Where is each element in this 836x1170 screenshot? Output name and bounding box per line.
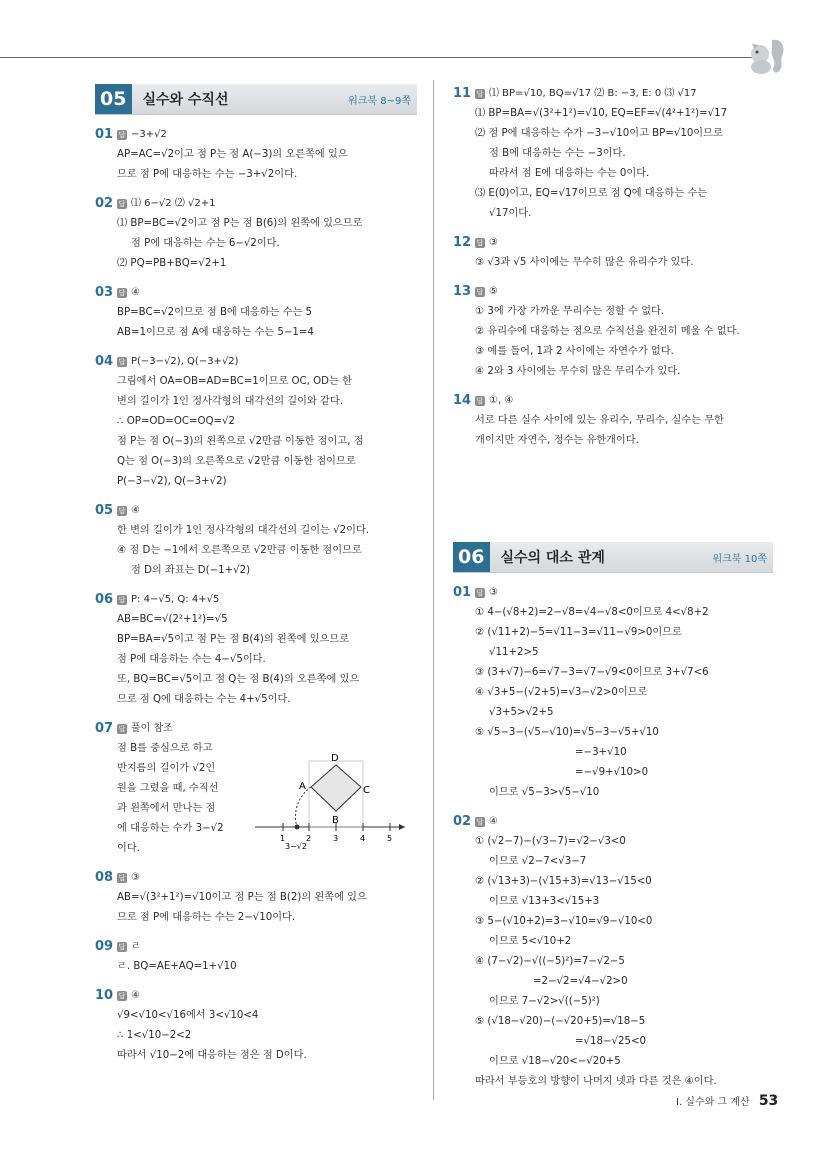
solution-line: AB=√(3²+1²)=√10이고 점 P는 점 B(2)의 왼쪽에 있으: [117, 892, 367, 903]
root-label: 3−√2: [285, 842, 307, 849]
solution-line: 변의 길이가 1인 정사각형의 대각선의 길이와 같다.: [117, 396, 343, 407]
answer: ㄹ: [131, 941, 141, 952]
solution-line: ① 4−(√8+2)=2−√8=√4−√8<0이므로 4<√8+2: [475, 607, 709, 618]
solution-line: =√18−√25<0: [575, 1036, 646, 1047]
problem-header: [453, 282, 773, 302]
squirrel-mascot-icon: [742, 34, 786, 78]
problem-header: [95, 501, 417, 521]
problem-08: [95, 868, 417, 928]
answer: ④: [131, 287, 140, 298]
problem-header: [95, 937, 417, 957]
workbook-reference: 워크북 10쪽: [712, 553, 767, 565]
solution-line: 에 대응하는 수가 3−√2: [117, 823, 224, 834]
solution-line: ∴ OP=OD=OC=OQ=√2: [117, 416, 236, 427]
solution-line: 개이지만 자연수, 정수는 유한개이다.: [475, 435, 639, 446]
solution-line: 므로 점 Q에 대응하는 수는 4+√5이다.: [117, 694, 291, 705]
solution: [453, 302, 773, 382]
solution-line: =−3+√10: [575, 747, 627, 758]
solution: [453, 253, 773, 273]
solution-line: 또, BQ=BC=√5이고 점 Q는 점 B(4)의 오른쪽에 있으: [117, 674, 360, 685]
label-c: C: [363, 785, 370, 796]
answer: ③: [489, 237, 498, 248]
problem-header: [95, 352, 417, 372]
solution: [95, 957, 417, 977]
solution-line: ② (√13+3)−(√15+3)=√13−√15<0: [475, 876, 652, 887]
solution-line: ④ (7−√2)−√((−5)²)=7−√2−5: [475, 956, 625, 967]
solution-line: 점 B를 중심으로 하고: [117, 743, 213, 754]
solution-line: ⑤ (√18−√20)−(−√20+5)=√18−5: [475, 1016, 646, 1027]
answer-badge-icon: 답: [476, 288, 484, 296]
answer-badge-icon: 답: [118, 596, 126, 604]
solution-line: ③ 5−(√10+2)=3−√10=√9−√10<0: [475, 916, 653, 927]
problem-07: [95, 719, 417, 859]
tick-5: 5: [387, 834, 393, 843]
problem-06: [95, 590, 417, 710]
answer-badge-icon: 답: [118, 874, 126, 882]
answer: 풀이 참조: [131, 723, 173, 734]
solution: [95, 145, 417, 185]
solution: [95, 214, 417, 274]
tick-2: 2: [306, 834, 312, 843]
left-column: [95, 84, 417, 1075]
problem-14: [453, 391, 773, 451]
solution-line: √3+5>√2+5: [489, 707, 554, 718]
solution-line: ⑴ BP=BA=√(3²+1²)=√10, EQ=EF=√(4²+1²)=√17: [475, 108, 728, 119]
solution-line: 한 변의 길이가 1인 정사각형의 대각선의 길이는 √2이다.: [117, 525, 370, 536]
problem-02: [453, 812, 773, 1092]
problem-header: [95, 986, 417, 1006]
answer: ④: [131, 990, 140, 1001]
section-title: 실수의 대소 관계: [500, 550, 605, 566]
chapter-title: Ⅰ. 실수와 그 계산: [676, 1097, 750, 1108]
tick-4: 4: [360, 834, 366, 843]
problem-header: [453, 583, 773, 603]
solution-line: 반지름의 길이가 √2인: [117, 763, 216, 774]
answer-badge-icon: 답: [118, 507, 126, 515]
problem-09: [95, 937, 417, 977]
solution-line: ④ 2와 3 사이에는 무수히 많은 무리수가 있다.: [475, 366, 681, 377]
problem-header: [95, 283, 417, 303]
solution-line: 서로 다른 실수 사이에 있는 유리수, 무리수, 실수는 무한: [475, 415, 724, 426]
workbook-reference: 워크북 8~9쪽: [348, 95, 411, 107]
problem-number: 09: [95, 939, 114, 954]
answer-badge-icon: 답: [476, 397, 484, 405]
tick-3: 3: [333, 834, 339, 843]
section-number: 05: [95, 84, 132, 114]
problem-12: [453, 233, 773, 273]
solution-line: ㄹ. BQ=AE+AQ=1+√10: [117, 961, 237, 972]
solution-line: 점 P에 대응하는 수는 6−√2이다.: [131, 238, 280, 249]
problem-10: [95, 986, 417, 1066]
answer-badge-icon: 답: [118, 200, 126, 208]
solution-line: ② (√11+2)−5=√11−3=√11−√9>0이므로: [475, 627, 682, 638]
problem-13: [453, 282, 773, 382]
problem-11: [453, 84, 773, 224]
solution-line: 이므로 7−√2>√((−5)²): [489, 996, 600, 1007]
solution: [95, 610, 417, 710]
answer-badge-icon: 답: [476, 90, 484, 98]
problem-number: 06: [95, 592, 114, 607]
solution-line: ④ 점 D는 −1에서 오른쪽으로 √2만큼 이동한 점이므로: [117, 545, 362, 556]
solution-line: 과 왼쪽에서 만나는 점: [117, 803, 216, 814]
solution-line: 이므로 √2−7<√3−7: [489, 856, 587, 867]
solution-line: 그림에서 OA=OB=AD=BC=1이므로 OC, OD는 한: [117, 376, 352, 387]
problem-01: [95, 125, 417, 185]
problem-number: 03: [95, 285, 114, 300]
solution-line: 점 B에 대응하는 수는 −3이다.: [489, 148, 626, 159]
answer: ①, ④: [489, 395, 514, 406]
problem-header: [95, 590, 417, 610]
problem-01: [453, 583, 773, 803]
solution-line: 므로 점 P에 대응하는 수는 −3+√2이다.: [117, 169, 298, 180]
answer: ③: [489, 587, 498, 598]
problem-number: 10: [95, 988, 114, 1003]
solution: [95, 1006, 417, 1066]
solution-line: ⑴ BP=BC=√2이고 점 P는 점 B(6)의 왼쪽에 있으므로: [117, 218, 363, 229]
solution-line: ② 유리수에 대응하는 점으로 수직선을 완전히 메울 수 없다.: [475, 326, 740, 337]
solution-line: BP=BC=√2이므로 점 B에 대응하는 수는 5: [117, 307, 313, 318]
answer-badge-icon: 답: [118, 725, 126, 733]
answer-badge-icon: 답: [476, 818, 484, 826]
answer-badge-icon: 답: [118, 131, 126, 139]
label-a: A: [299, 781, 306, 792]
problem-number: 01: [95, 127, 114, 142]
solution: [95, 372, 417, 492]
header-rule: [0, 57, 760, 58]
answer-badge-icon: 답: [476, 239, 484, 247]
solution-line: ⑵ PQ=PB+BQ=√2+1: [117, 258, 227, 269]
solution-line: 이므로 √5−3>√5−√10: [489, 787, 600, 798]
problem-number: 04: [95, 354, 114, 369]
problem-header: [453, 391, 773, 411]
section-header-05: [95, 84, 417, 115]
page-footer: [676, 1093, 778, 1109]
solution: [453, 104, 773, 224]
section-header-06: [453, 542, 773, 573]
solution-line: 점 D의 좌표는 D(−1+√2): [131, 565, 251, 576]
answer: ⑴ BP=√10, BQ=√17 ⑵ B: −3, E: 0 ⑶ √17: [489, 88, 697, 99]
solution-line: ① 3에 가장 가까운 무리수는 정할 수 없다.: [475, 306, 665, 317]
solution-line: ① (√2−7)−(√3−7)=√2−√3<0: [475, 836, 626, 847]
answer: ④: [131, 505, 140, 516]
solution: [95, 303, 417, 343]
section-title: 실수와 수직선: [142, 92, 229, 108]
right-column: [453, 84, 773, 1101]
problem-number: 05: [95, 503, 114, 518]
solution-line: AP=AC=√2이고 점 P는 점 A(−3)의 오른쪽에 있으: [117, 149, 348, 160]
solution-line: =2−√2=√4−√2>0: [533, 976, 628, 987]
problem-04: [95, 352, 417, 492]
problem-list: [95, 125, 417, 1066]
solution-line: ③ (3+√7)−6=√7−3=√7−√9<0이므로 3+√7<6: [475, 667, 709, 678]
answer: P(−3−√2), Q(−3+√2): [131, 356, 239, 367]
solution-line: 이므로 √18−√20<−√20+5: [489, 1056, 621, 1067]
solution: [453, 832, 773, 1092]
solution-line: ④ √3+5−(√2+5)=√3−√2>0이므로: [475, 687, 648, 698]
solution-line: =−√9+√10>0: [575, 767, 649, 778]
problem-05: [95, 501, 417, 581]
solution: [95, 521, 417, 581]
answer-badge-icon: 답: [118, 943, 126, 951]
answer: P: 4−√5, Q: 4+√5: [131, 594, 220, 605]
solution-line: √9<√10<√16에서 3<√10<4: [117, 1010, 259, 1021]
solution: [453, 411, 773, 451]
problem-list: [453, 84, 773, 451]
section-number: 06: [453, 542, 490, 572]
solution-line: ③ 예를 들어, 1과 2 사이에는 자연수가 없다.: [475, 346, 674, 357]
solution-line: ③ √3과 √5 사이에는 무수히 많은 유리수가 있다.: [475, 257, 694, 268]
problem-number: 11: [453, 86, 472, 101]
problem-number: 14: [453, 393, 472, 408]
problem-03: [95, 283, 417, 343]
column-separator: [433, 80, 434, 1100]
problem-number: 08: [95, 870, 114, 885]
solution-line: BP=BA=√5이고 점 P는 점 B(4)의 왼쪽에 있으므로: [117, 634, 350, 645]
solution-line: 므로 점 P에 대응하는 수는 2−√10이다.: [117, 912, 296, 923]
answer: ③: [131, 872, 140, 883]
solution-line: ⑶ E(0)이고, EQ=√17이므로 점 Q에 대응하는 수는: [475, 188, 708, 199]
solution-line: P(−3−√2), Q(−3+√2): [117, 476, 227, 487]
problem-header: [95, 125, 417, 145]
solution-line: AB=BC=√(2²+1²)=√5: [117, 614, 228, 625]
problem-list: [453, 583, 773, 1092]
solution-line: 이다.: [117, 843, 140, 854]
solution-line: 따라서 √10−2에 대응하는 점은 점 D이다.: [117, 1050, 307, 1061]
solution-line: ⑵ 점 P에 대응하는 수가 −3−√10이고 BP=√10이므로: [475, 128, 723, 139]
page-number: 53: [758, 1093, 779, 1109]
solution-line: AB=1이므로 점 A에 대응하는 수는 5−1=4: [117, 327, 314, 338]
problem-header: [453, 84, 773, 104]
answer: ④: [489, 816, 498, 827]
problem-number: 02: [453, 814, 472, 829]
solution-line: 점 P는 점 O(−3)의 왼쪽으로 √2만큼 이동한 점이고, 점: [117, 436, 364, 447]
problem-header: [95, 194, 417, 214]
problem-number: 01: [453, 585, 472, 600]
answer: −3+√2: [131, 129, 167, 140]
solution-line: ⑤ √5−3−(√5−√10)=√5−3−√5+√10: [475, 727, 659, 738]
label-d: D: [331, 753, 339, 764]
solution-line: 원을 그렸을 때, 수직선: [117, 783, 219, 794]
solution-line: √11+2>5: [489, 647, 539, 658]
problem-header: [95, 719, 417, 739]
problem-header: [95, 868, 417, 888]
solution-line: Q는 점 O(−3)의 오른쪽으로 √2만큼 이동한 점이므로: [117, 456, 356, 467]
solution-line: 따라서 부등호의 방향이 나머지 넷과 다른 것은 ④이다.: [475, 1076, 717, 1087]
problem-header: [453, 233, 773, 253]
answer: ⑴ 6−√2 ⑵ √2+1: [131, 198, 216, 209]
solution-line: 이므로 5<√10+2: [489, 936, 572, 947]
solution-line: ∴ 1<√10−2<2: [117, 1030, 192, 1041]
answer-badge-icon: 답: [118, 358, 126, 366]
answer-badge-icon: 답: [118, 289, 126, 297]
solution-line: 따라서 점 E에 대응하는 수는 0이다.: [489, 168, 650, 179]
problem-header: [453, 812, 773, 832]
problem-number: 12: [453, 235, 472, 250]
number-line-diagram: [255, 739, 405, 849]
problem-number: 13: [453, 284, 472, 299]
solution: [453, 603, 773, 803]
solution-line: √17이다.: [489, 208, 532, 219]
answer-badge-icon: 답: [118, 992, 126, 1000]
tick-1: 1: [280, 834, 286, 843]
problem-02: [95, 194, 417, 274]
answer-badge-icon: 답: [476, 589, 484, 597]
answer: ⑤: [489, 286, 498, 297]
solution: [95, 888, 417, 928]
solution-line: 점 P에 대응하는 수는 4−√5이다.: [117, 654, 266, 665]
problem-number: 02: [95, 196, 114, 211]
problem-number: 07: [95, 721, 114, 736]
solution-line: 이므로 √13+3<√15+3: [489, 896, 600, 907]
label-b: B: [332, 815, 339, 826]
